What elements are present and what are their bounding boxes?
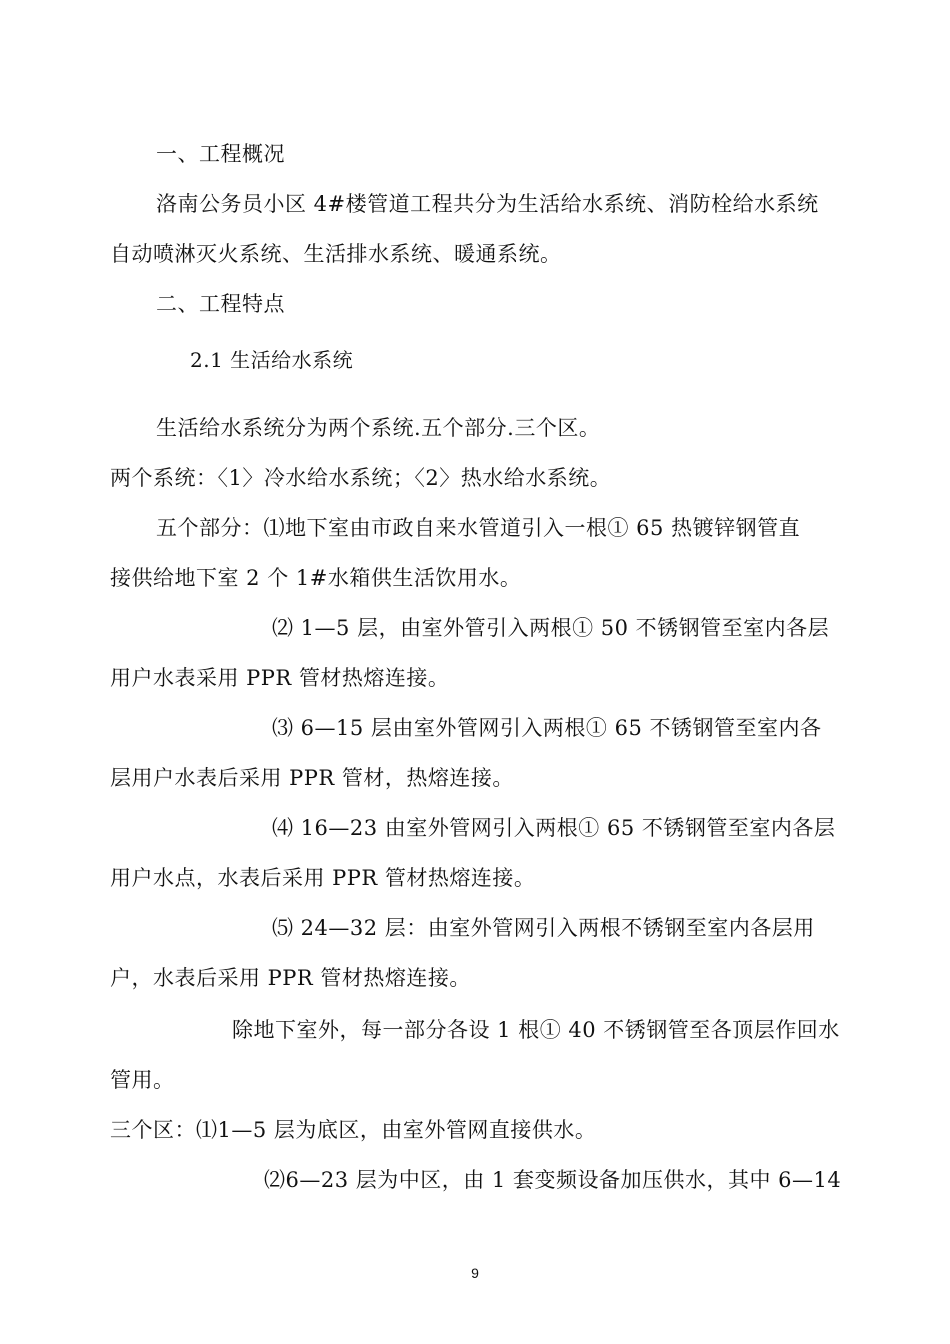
paragraph-line: 两个系统：〈1〉冷水给水系统；〈2〉热水给水系统。 [110, 466, 612, 490]
paragraph-line: 接供给地下室 2 个 1#水箱供生活饮用水。 [110, 566, 522, 590]
paragraph-line: 五个部分：⑴地下室由市政自来水管道引入一根① 65 热镀锌钢管直 [156, 516, 801, 540]
paragraph-line: 洛南公务员小区 4#楼管道工程共分为生活给水系统、消防栓给水系统 [156, 192, 819, 216]
paragraph-line: 层用户水表后采用 PPR 管材，热熔连接。 [110, 766, 514, 790]
paragraph-line: 三个区：⑴1—5 层为底区，由室外管网直接供水。 [110, 1118, 597, 1142]
paragraph-line: 自动喷淋灭火系统、生活排水系统、暖通系统。 [110, 242, 562, 266]
paragraph-line: ⑵ 1—5 层，由室外管引入两根① 50 不锈钢管至室内各层 [272, 616, 830, 640]
paragraph-line: 生活给水系统分为两个系统.五个部分.三个区。 [156, 416, 601, 440]
paragraph-line: 除地下室外，每一部分各设 1 根① 40 不锈钢管至各顶层作回水 [232, 1018, 840, 1042]
paragraph-line: ⑷ 16—23 由室外管网引入两根① 65 不锈钢管至室内各层 [272, 816, 836, 840]
paragraph-line: 用户水表采用 PPR 管材热熔连接。 [110, 666, 450, 690]
subsection-heading-water-supply: 2.1 生活给水系统 [190, 348, 354, 372]
paragraph-line: 用户水点，水表后采用 PPR 管材热熔连接。 [110, 866, 536, 890]
paragraph-line: 管用。 [110, 1068, 175, 1092]
paragraph-line: ⑶ 6—15 层由室外管网引入两根① 65 不锈钢管至室内各 [272, 716, 822, 740]
paragraph-line: 户，水表后采用 PPR 管材热熔连接。 [110, 966, 471, 990]
paragraph-line: ⑵6—23 层为中区，由 1 套变频设备加压供水，其中 6—14 [264, 1168, 842, 1192]
section-heading-features: 二、工程特点 [156, 292, 285, 316]
section-heading-overview: 一、工程概况 [156, 142, 285, 166]
page-number: 9 [471, 1265, 479, 1281]
paragraph-line: ⑸ 24—32 层：由室外管网引入两根不锈钢至室内各层用 [272, 916, 815, 940]
